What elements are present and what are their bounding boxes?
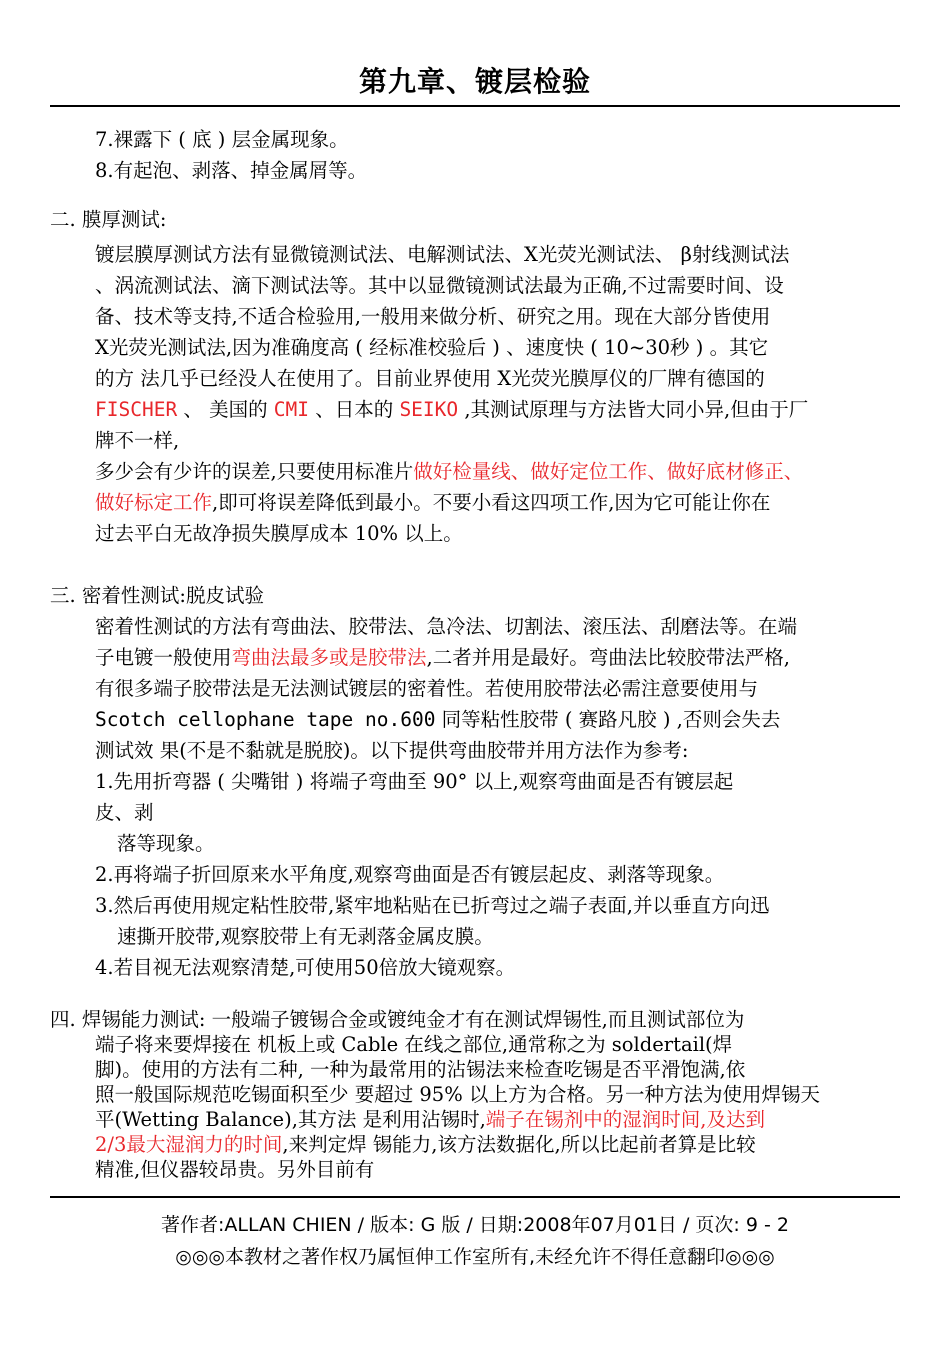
section2-line-8-text: 多少会有少许的误差,只要使用标准片 (95, 460, 414, 483)
section3-line-5: 测试效 果(不是不黏就是脱胶)。以下提供弯曲胶带并用方法作为参考: (95, 739, 689, 762)
step-3-line-2: 速撕开胶带,观察胶带上有无剥落金属皮膜。 (117, 925, 494, 948)
section4-line-4: 照一般国际规范吃锡面积至少 要超过 95% 以上方为合格。另一种方法为使用焊锡天 (95, 1083, 820, 1106)
section2-line-5: 的方 法几乎已经没人在使用了。目前业界使用 X光荧光膜厚仪的厂牌有德国的 (95, 367, 765, 390)
section2-line-8 (95, 457, 803, 487)
section4-line-3: 脚)。使用的方法有二种, 一种为最常用的沾锡法来检查吃锡是否平滑饱满,依 (95, 1058, 746, 1081)
section3-heading: 三. 密着性测试:脱皮试验 (50, 584, 264, 607)
section2-line-4: X光荧光测试法,因为准确度高 ( 经标准校验后 ) 、速度快 ( 10~30秒 ) 。其它 (95, 336, 769, 359)
section4-line-5-highlight: 端子在锡剂中的湿润时间,及达到 (485, 1108, 765, 1131)
brand-rest: ,其测试原理与方法皆大同小异,但由于厂 (458, 398, 809, 421)
section3-line-2-a: 子电镀一般使用 (95, 646, 232, 669)
section2-line-1: 镀层膜厚测试方法有显微镜测试法、电解测试法、X光荧光测试法、 β射线测试法 (95, 243, 790, 266)
section2-line-9 (95, 488, 770, 518)
section3-line-2-highlight: 弯曲法最多或是胶带法 (231, 646, 427, 669)
section3-line-3: 有很多端子胶带法是无法测试镀层的密着性。若使用胶带法必需注意要使用与 (95, 677, 759, 700)
section4-line-5-a: 平(Wetting Balance),其方法 是利用沾锡时, (95, 1108, 486, 1131)
brand-seiko: SEIKO (399, 398, 459, 421)
step-1-line-3: 落等现象。 (117, 832, 215, 855)
step-4: 4.若目视无法观察清楚,可使用50倍放大镜观察。 (95, 956, 516, 979)
section2-line-9-text: ,即可将误差降低到最小。不要小看这四项工作,因为它可能让你在 (212, 491, 771, 514)
section2-line-9-highlight: 做好标定工作 (95, 491, 213, 514)
section4-line-2: 端子将来要焊接在 机板上或 Cable 在线之部位,通常称之为 soldertail(焊 (95, 1033, 733, 1056)
section3-line-4-zh: 同等粘性胶带 ( 赛路凡胶 ) ,否则会失去 (435, 708, 781, 731)
section2-line-10: 过去平白无故净损失膜厚成本 10% 以上。 (95, 522, 463, 545)
section2-line-3: 备、技术等支持,不适合检验用,一般用来做分析、研究之用。现在大部分皆使用 (95, 305, 771, 328)
section3-line-4 (95, 705, 780, 735)
section4-line-1: 四. 焊锡能力测试: 一般端子镀锡合金或镀纯金才有在测试焊锡性,而且测试部位为 (50, 1008, 745, 1031)
item-8: 8.有起泡、剥落、掉金属屑等。 (95, 159, 368, 182)
section2-brand-line (95, 395, 808, 425)
brand-sep-2: 、日本的 (309, 398, 400, 421)
step-3-line-1: 3.然后再使用规定粘性胶带,紧牢地粘贴在已折弯过之端子表面,并以垂直方向迅 (95, 894, 770, 917)
section3-line-4-en: Scotch cellophane tape no.600 (95, 708, 436, 731)
section4-line-6-b: ,来判定焊 锡能力,该方法数据化,所以比起前者算是比较 (282, 1133, 756, 1156)
section3-line-2 (95, 643, 790, 673)
section2-line-2: 、涡流测试法、滴下测试法等。其中以显微镜测试法最为正确,不过需要时间、设 (95, 274, 784, 297)
step-1-line-1: 1.先用折弯器 ( 尖嘴钳 ) 将端子弯曲至 90° 以上,观察弯曲面是否有镀层起 (95, 770, 734, 793)
section4-line-6 (95, 1132, 756, 1157)
step-1-line-2: 皮、剥 (95, 801, 154, 824)
section3-line-2-b: ,二者并用是最好。弯曲法比较胶带法严格, (426, 646, 790, 669)
footer-rule (50, 1196, 900, 1198)
brand-fischer: FISCHER (95, 398, 178, 421)
footer-meta: 著作者:ALLAN CHIEN / 版本: G 版 / 日期:2008年07月01日 / 页次: 9 - 2 (161, 1214, 789, 1236)
page-title: 第九章、镀层检验 (358, 65, 591, 98)
section3-line-1: 密着性测试的方法有弯曲法、胶带法、急冷法、切割法、滚压法、刮磨法等。在端 (95, 615, 798, 638)
item-7: 7.裸露下 ( 底 ) 层金属现象。 (95, 128, 349, 151)
brand-sep-1: 、 美国的 (177, 398, 274, 421)
step-2: 2.再将端子折回原来水平角度,观察弯曲面是否有镀层起皮、剥落等现象。 (95, 863, 725, 886)
footer-copyright: ◎◎◎本教材之著作权乃属恒伸工作室所有,未经允许不得任意翻印◎◎◎ (175, 1246, 775, 1268)
brand-cmi: CMI (273, 398, 310, 421)
section4-line-5 (95, 1107, 765, 1132)
section2-line-8-highlight: 做好检量线、做好定位工作、做好底材修正、 (413, 460, 804, 483)
header-rule (50, 105, 900, 107)
section4-line-6-highlight: 2/3最大湿润力的时间 (95, 1133, 283, 1156)
section4-line-7: 精准,但仪器较昂贵。另外目前有 (95, 1158, 375, 1181)
section2-heading: 二. 膜厚测试: (50, 208, 167, 231)
section2-line-7: 牌不一样, (95, 429, 180, 452)
